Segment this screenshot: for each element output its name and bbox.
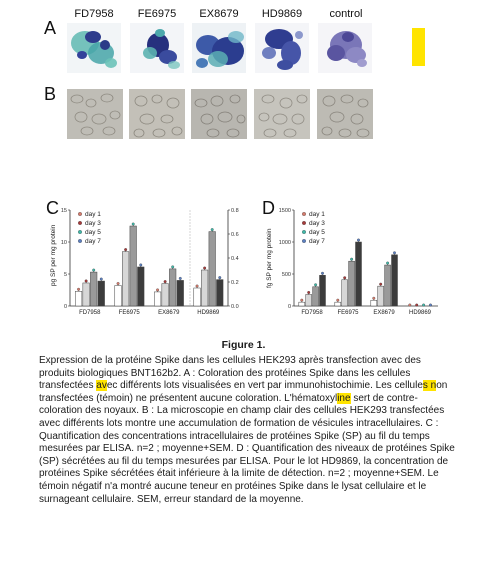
y2-tick-label: 0.2 <box>231 280 239 286</box>
data-point <box>211 228 214 231</box>
data-point <box>422 304 425 307</box>
data-point <box>337 299 340 302</box>
bar <box>194 288 201 306</box>
x-tick-label: FD7958 <box>79 310 101 316</box>
chart-d-ylabel: fg SP per mg protein <box>266 228 273 288</box>
column-label: control <box>329 8 363 20</box>
legend-marker <box>78 239 82 243</box>
y-tick-label: 1000 <box>278 240 291 246</box>
legend-label: day 7 <box>309 238 325 245</box>
panel-d-letter: D <box>262 198 275 218</box>
caption-text: sert de contre-coloration des noyaux. B : La microscopie en champ clair des cellules HEK293 transfectées avec différents lots montre une accumulation de formation de vésicules intracellulaires. C : Quantification des concentrations intracellulaires de protéines Spike (SP) au fil du temps mesurées par ELISA. n=2 ; moyenne+SEM. D : Quantification des niveaux de protéines Spike (SP) sécrétées au fil du temps mesurées par ELISA. Pour le lot HD9869, la concentration de protéines Spike sécrétées était inférieure à la limite de détection. n=2 ; moyenne+SEM. Le témoin négatif n'a montré aucune teneur en protéines Spike dans le lysat cellulaire et le surnageant cellulaire. SEM, erreur standard de la moyenne. <box>39 392 455 505</box>
y2-tick-label: 0.6 <box>231 232 239 238</box>
legend-marker <box>302 221 306 225</box>
micrograph-a-ex8679 <box>192 23 246 73</box>
chart-d-bars <box>299 239 432 307</box>
figure-caption <box>39 355 459 506</box>
micrograph-a-fd7958 <box>67 23 121 73</box>
bar <box>209 232 216 306</box>
data-point <box>203 267 206 270</box>
data-point <box>321 272 324 275</box>
legend-marker <box>302 239 306 243</box>
data-point <box>393 252 396 255</box>
data-point <box>196 285 199 288</box>
bar <box>216 280 223 306</box>
bar <box>320 275 326 306</box>
micrograph-a-hd9869 <box>255 23 309 73</box>
caption-text: Expression de la protéine Spike dans les cellules HEK293 après transfection avec des produits biologiques BNT162b2. A : Coloration des protéines Spike dans les cellules transfectées <box>39 355 421 392</box>
micrograph-b-ex8679 <box>191 89 247 139</box>
legend-marker <box>78 230 82 234</box>
data-point <box>415 304 418 307</box>
data-point <box>409 304 412 307</box>
caption-text: ec différents lots visualisées en vert par immunohistochimie. Les cellule <box>106 380 423 392</box>
bar <box>115 286 122 306</box>
bar <box>137 267 144 306</box>
data-point <box>132 223 135 226</box>
data-point <box>386 262 389 265</box>
legend-label: day 7 <box>85 238 101 245</box>
legend-label: day 3 <box>85 220 101 227</box>
x-tick-label: EX8679 <box>373 310 395 316</box>
data-point <box>350 258 353 261</box>
caption-highlight: ine <box>337 392 351 404</box>
micrograph-b-hd9869 <box>254 89 310 139</box>
bar <box>378 286 384 306</box>
data-point <box>100 278 103 281</box>
data-point <box>92 269 95 272</box>
legend-marker <box>78 212 82 216</box>
caption-text: on transfectées (témoin) ne présentent aucune coloration. L'hématoxyl <box>39 380 448 404</box>
data-point <box>171 266 174 269</box>
bar <box>98 281 105 306</box>
bar <box>177 280 184 306</box>
data-point <box>117 282 120 285</box>
y2-tick-label: 0.0 <box>231 304 239 310</box>
data-point <box>343 276 346 279</box>
panel-c-letter: C <box>46 198 59 218</box>
y-tick-label: 500 <box>281 272 291 278</box>
bar <box>75 291 82 306</box>
bar <box>154 292 161 306</box>
chart-d <box>258 196 448 326</box>
bar <box>299 302 305 306</box>
data-point <box>156 289 159 292</box>
data-point <box>307 291 310 294</box>
figure-title: Figure 1. <box>221 339 266 351</box>
chart-c <box>42 196 242 326</box>
x-tick-label: HD9869 <box>408 310 432 316</box>
bar <box>90 272 97 306</box>
bar <box>335 302 341 306</box>
caption-highlight: av <box>96 380 107 392</box>
bar <box>313 287 319 306</box>
bar <box>122 252 129 306</box>
data-point <box>77 288 80 291</box>
bar <box>306 294 312 306</box>
column-label: HD9869 <box>261 8 303 20</box>
y-tick-label: 1500 <box>278 208 291 214</box>
bar <box>356 242 362 306</box>
bar <box>349 261 355 306</box>
data-point <box>164 280 167 283</box>
bar <box>83 283 90 306</box>
caption-highlight: s n <box>422 380 437 392</box>
bar <box>342 280 348 306</box>
micrograph-b-control <box>317 89 373 139</box>
bar <box>201 270 208 306</box>
chart-c-ylabel: pg SP per mg protein <box>50 224 57 286</box>
micrograph-a-fe6975 <box>130 23 184 73</box>
data-point <box>124 248 127 251</box>
panel-a-letter: A <box>44 18 57 38</box>
data-point <box>179 277 182 280</box>
x-tick-label: FD7958 <box>301 310 323 316</box>
bar <box>130 226 137 306</box>
y-tick-label: 5 <box>63 272 67 278</box>
legend-marker <box>302 230 306 234</box>
data-point <box>357 239 360 242</box>
legend-marker <box>78 221 82 225</box>
legend-marker <box>302 212 306 216</box>
data-point <box>301 299 304 302</box>
legend-label: day 1 <box>309 211 325 218</box>
x-tick-label: FE6975 <box>337 310 359 316</box>
micrograph-a-control <box>318 23 372 73</box>
chart-c-legend <box>78 211 101 245</box>
y-tick-label: 0 <box>287 304 291 310</box>
y-tick-label: 0 <box>63 304 67 310</box>
bar <box>162 284 169 306</box>
bar <box>169 269 176 306</box>
micrograph-b-fe6975 <box>129 89 185 139</box>
chart-d-legend <box>302 211 325 245</box>
y-tick-label: 10 <box>60 240 67 246</box>
y-tick-label: 15 <box>60 208 67 214</box>
bar <box>371 300 377 306</box>
x-tick-label: FE6975 <box>118 310 140 316</box>
column-label: EX8679 <box>199 8 239 20</box>
y2-tick-label: 0.8 <box>231 208 239 214</box>
micrograph-b-fd7958 <box>67 89 123 139</box>
panel-b-letter: B <box>44 84 57 104</box>
data-point <box>379 283 382 286</box>
legend-label: day 1 <box>85 211 101 218</box>
y2-tick-label: 0.4 <box>231 256 239 262</box>
data-point <box>373 297 376 300</box>
column-label: FD7958 <box>74 8 114 20</box>
data-point <box>218 276 221 279</box>
legend-label: day 5 <box>309 229 325 236</box>
data-point <box>314 284 317 287</box>
legend-label: day 5 <box>85 229 101 236</box>
x-tick-label: EX8679 <box>158 310 180 316</box>
data-point <box>139 264 142 267</box>
data-point <box>429 304 432 307</box>
legend-label: day 3 <box>309 220 325 227</box>
highlight-marker <box>412 28 425 66</box>
x-tick-label: HD9869 <box>197 310 220 316</box>
data-point <box>85 280 88 283</box>
column-label: FE6975 <box>137 8 177 20</box>
bar <box>385 265 391 306</box>
bar <box>392 255 398 306</box>
